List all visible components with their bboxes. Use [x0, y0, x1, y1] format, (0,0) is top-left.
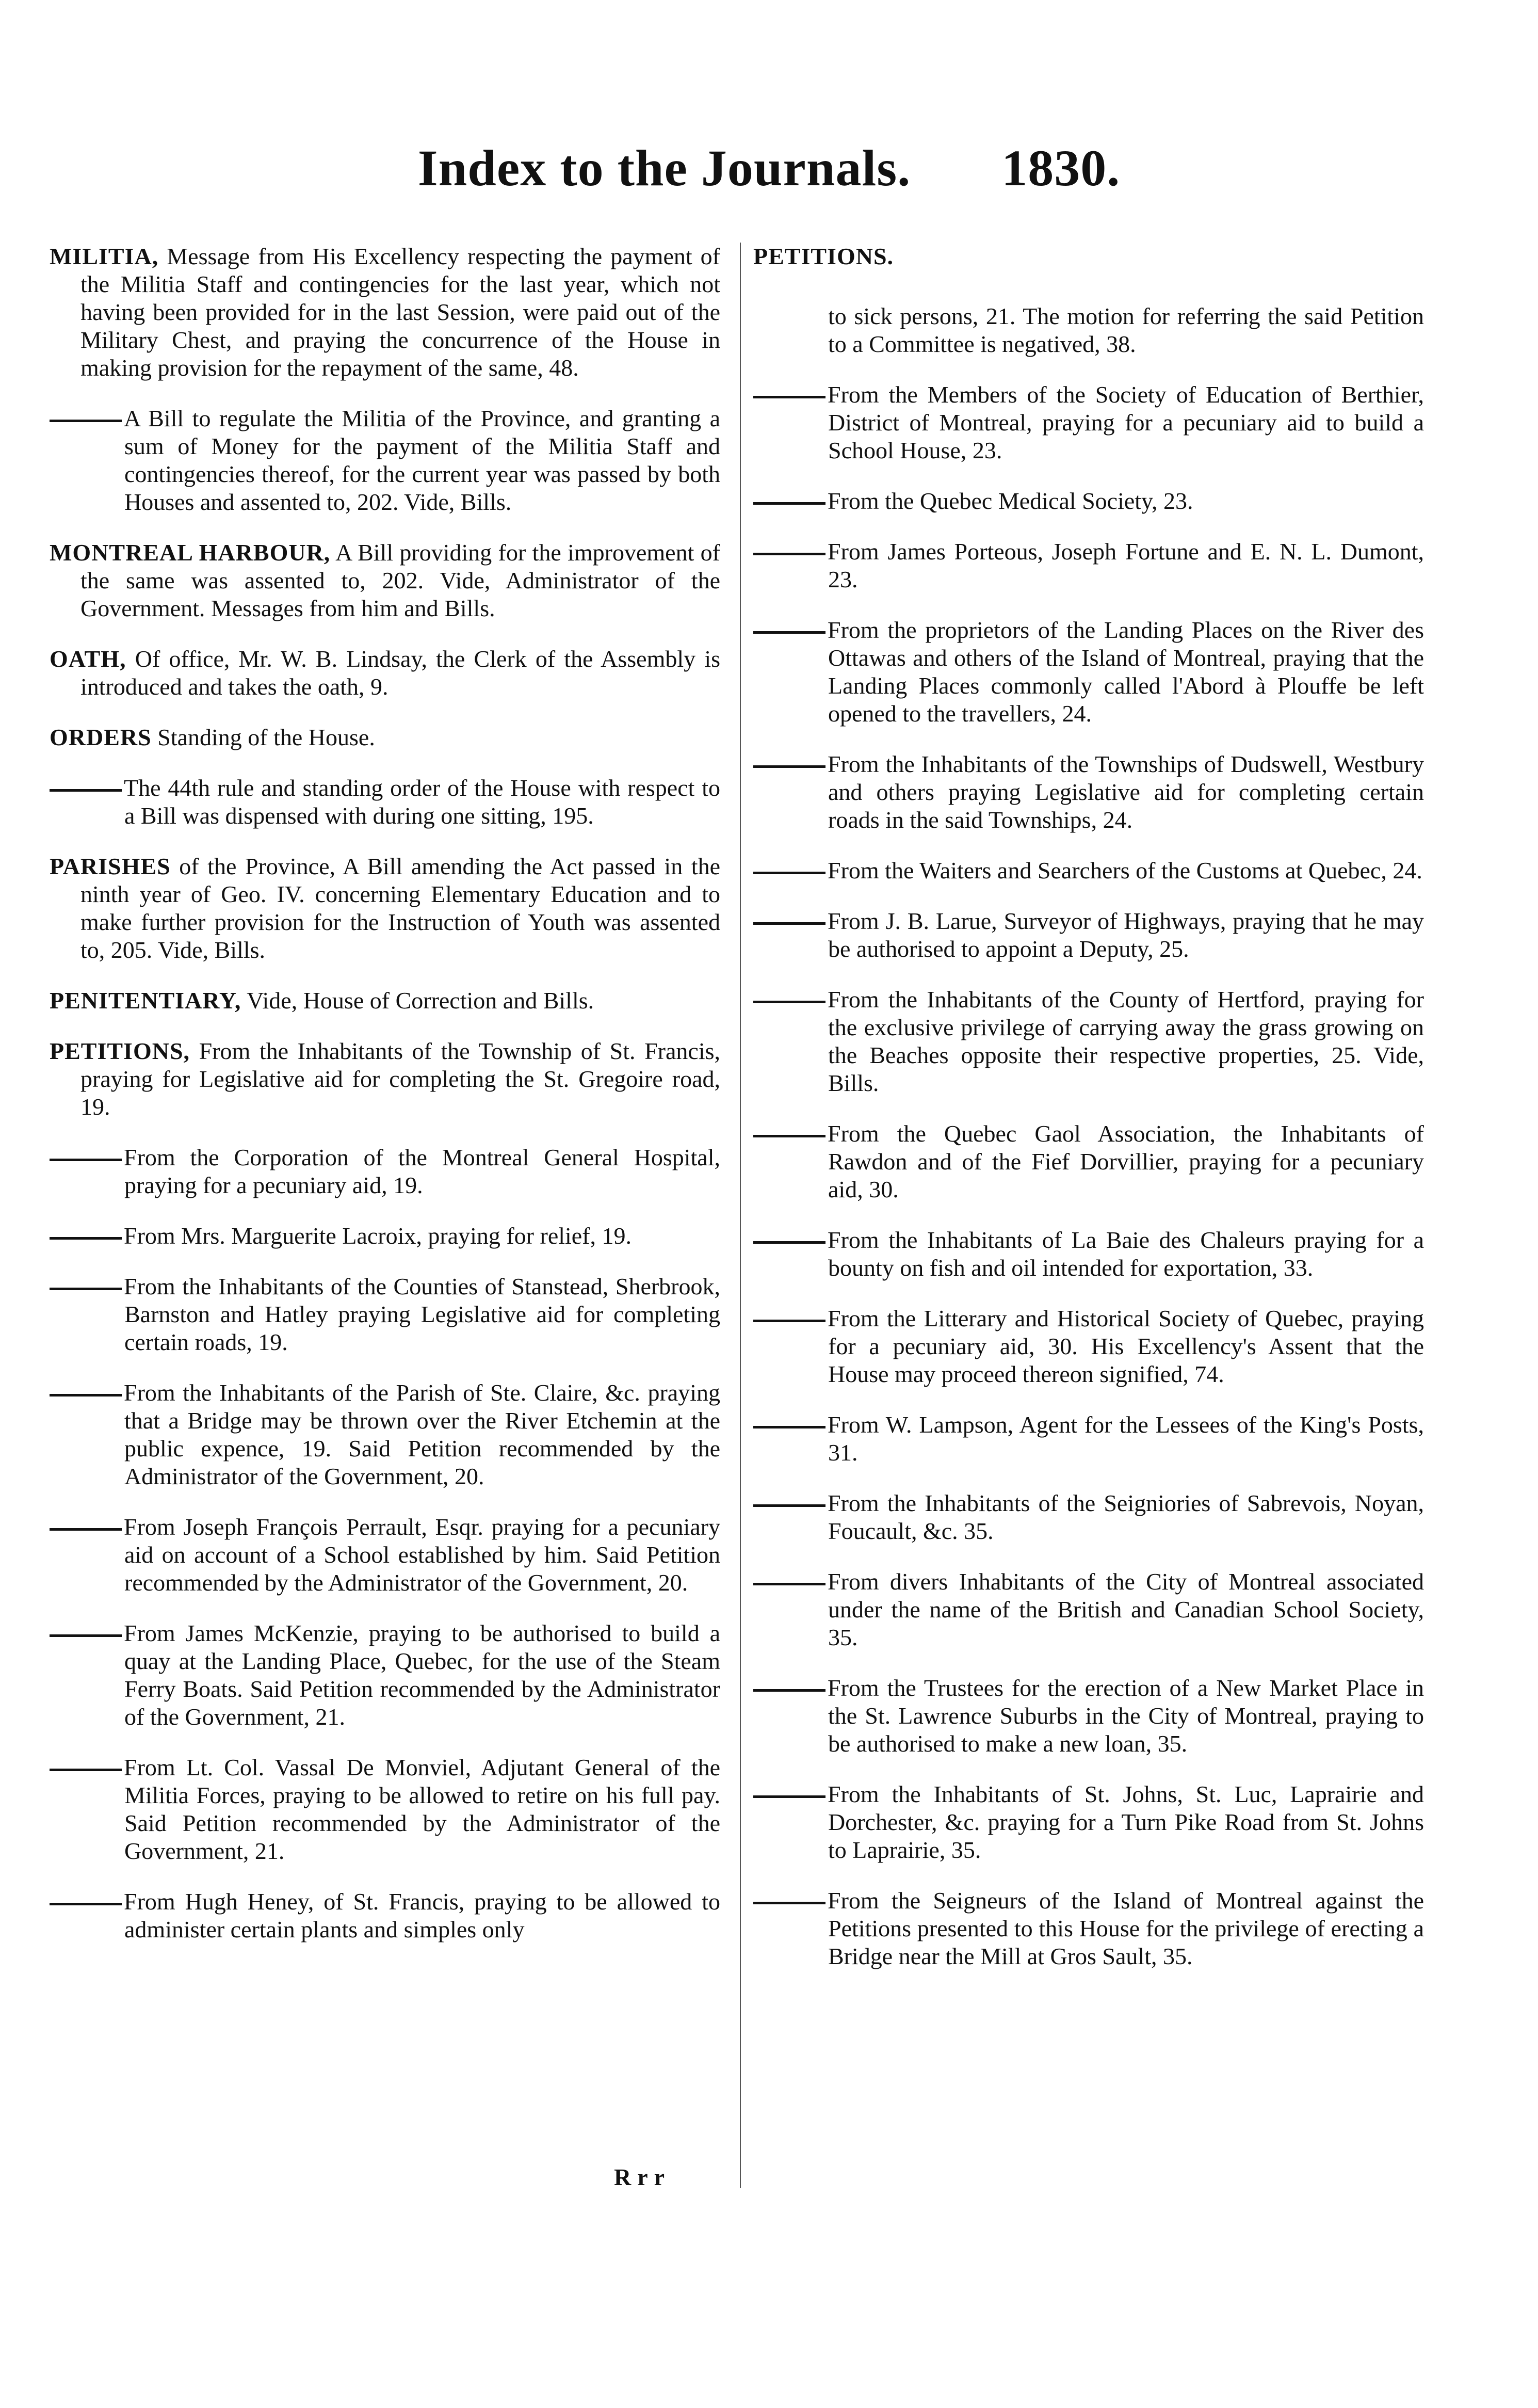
entry-text: From Joseph François Perrault, Esqr. praying for a pecuniary aid on account of a School established by him. Said Petition recommended by the Administrator of the Government, 20. [124, 1514, 720, 1596]
index-entry [753, 1411, 1424, 1467]
entry-text: From J. B. Larue, Surveyor of Highways, praying that he may be authorised to appoint a Deputy, 25. [828, 908, 1424, 962]
entry-text: Message from His Excellency respecting the payment of the Militia Staff and contingencies for the last year, which not having been provided for in the last Session, were paid out of the Military Chest, and praying the concurrence of the House in making provision for the repayment of the same, 48. [80, 243, 720, 381]
entry-text: Of office, Mr. W. B. Lindsay, the Clerk of the Assembly is introduced and takes the oath, 9. [80, 646, 721, 700]
index-entry [753, 1568, 1424, 1651]
index-entry [50, 539, 720, 622]
page-header [0, 138, 1538, 198]
entry-dash [50, 1528, 122, 1531]
index-entry [753, 907, 1424, 963]
entry-text: From Hugh Heney, of St. Francis, praying to be allowed to administer certain plants and simples only [124, 1888, 720, 1943]
entry-dash [753, 1583, 825, 1585]
entry-text: From the Inhabitants of the Parish of Ste. Claire, &c. praying that a Bridge may be thrown over the River Etchemin at the public expence, 19. Said Petition recommended by the Administrator of the Government, 20. [124, 1379, 720, 1489]
index-entry [50, 1144, 720, 1199]
entry-dash [753, 1689, 825, 1692]
index-entry [753, 1305, 1424, 1388]
index-entry [50, 1513, 720, 1597]
entry-dash [753, 396, 825, 398]
entry-text: From the Inhabitants of the County of Hertford, praying for the exclusive privilege of carrying away the grass growing on the Beaches opposite their respective properties, 25. Vide, Bills. [828, 986, 1424, 1096]
page-year: 1830. [1001, 139, 1121, 197]
entry-dash [753, 1001, 825, 1003]
index-entry [50, 1754, 720, 1865]
entry-text: From the Members of the Society of Education of Berthier, District of Montreal, praying for a pecuniary aid to build a School House, 23. [828, 381, 1424, 463]
entry-dash [753, 1902, 825, 1904]
entry-text: From the Inhabitants of the Townships of Dudswell, Westbury and others praying Legislative aid for completing certain roads in the said Townships, 24. [828, 751, 1424, 833]
entry-text: From Lt. Col. Vassal De Monviel, Adjutant General of the Militia Forces, praying to be allowed to retire on his full pay. Said Petition recommended by the Administrator of the Government, 21. [124, 1754, 720, 1864]
entry-text: From the Waiters and Searchers of the Customs at Quebec, 24. [828, 857, 1422, 884]
index-entry [50, 243, 720, 382]
entry-dash [753, 1795, 825, 1798]
entry-dash [50, 1769, 122, 1771]
entry-dash [753, 765, 825, 768]
entry-dash [753, 553, 825, 555]
entry-heading: MILITIA, [50, 243, 159, 269]
entry-dash [753, 1426, 825, 1428]
entry-heading: PENITENTIARY, [50, 987, 241, 1014]
entry-text: From the proprietors of the Landing Places on the River des Ottawas and others of the Island of Montreal, praying that the Landing Places commonly called l'Abord à Plouffe be left opened to the travellers, 24. [828, 617, 1424, 727]
entry-dash [753, 922, 825, 925]
right-column [753, 243, 1424, 1993]
entry-text: Vide, House of Correction and Bills. [247, 987, 594, 1014]
entry-dash [753, 1241, 825, 1244]
signature-mark: Rrr [614, 2164, 671, 2190]
index-entry [753, 538, 1424, 593]
entry-text: A Bill providing for the improvement of the same was assented to, 202. Vide, Administrator of the Government. Messages from him and Bills. [80, 539, 721, 621]
entry-text: From the Corporation of the Montreal General Hospital, praying for a pecuniary aid, 19. [124, 1144, 720, 1198]
entry-text: From W. Lampson, Agent for the Lessees of the King's Posts, 31. [828, 1411, 1424, 1466]
entry-text: A Bill to regulate the Militia of the Province, and granting a sum of Money for the payment of the Militia Staff and contingencies thereof, for the current year was passed by both Houses and assented to, 202. Vide, Bills. [124, 405, 720, 515]
entry-dash [50, 1903, 122, 1905]
left-column [50, 243, 720, 1966]
index-entry [753, 1489, 1424, 1545]
entry-heading: ORDERS [50, 724, 152, 750]
entry-text: The 44th rule and standing order of the House with respect to a Bill was dispensed with during one sitting, 195. [124, 775, 720, 829]
entry-text: From Mrs. Marguerite Lacroix, praying for relief, 19. [124, 1223, 632, 1249]
entry-dash [753, 1320, 825, 1322]
entry-text: From divers Inhabitants of the City of Montreal associated under the name of the British and Canadian School Society, 35. [828, 1568, 1424, 1650]
entry-text: From James Porteous, Joseph Fortune and E. N. L. Dumont, 23. [828, 538, 1424, 592]
entry-text: From the Inhabitants of the Township of St. Francis, praying for Legislative aid for completing the St. Gregoire road, 19. [80, 1038, 720, 1120]
entry-text: From the Trustees for the erection of a New Market Place in the St. Lawrence Suburbs in the City of Montreal, praying to be authorised to make a new loan, 35. [828, 1675, 1424, 1757]
entry-dash [50, 1634, 122, 1637]
entry-dash [50, 420, 122, 422]
index-entry [753, 986, 1424, 1097]
entry-dash [50, 1159, 122, 1161]
index-entry [753, 1226, 1424, 1282]
index-entry [50, 724, 720, 751]
entry-text: From the Quebec Gaol Association, the Inhabitants of Rawdon and of the Fief Dorvillier, praying for a pecuniary aid, 30. [828, 1120, 1424, 1202]
entry-dash [50, 1288, 122, 1290]
entry-dash [753, 1504, 825, 1507]
index-entry [753, 1120, 1424, 1203]
index-entry [50, 774, 720, 830]
index-entry [753, 243, 1424, 270]
index-entry [50, 1037, 720, 1121]
index-entry [50, 1888, 720, 1944]
index-entry [50, 405, 720, 516]
index-entry [753, 302, 1424, 358]
index-entry [50, 1222, 720, 1250]
entry-heading: PARISHES [50, 853, 171, 879]
entry-dash [753, 631, 825, 634]
entry-text: Standing of the House. [157, 724, 375, 750]
entry-text: From the Inhabitants of the Seigniories of Sabrevois, Noyan, Foucault, &c. 35. [828, 1490, 1424, 1544]
entry-heading: MONTREAL HARBOUR, [50, 539, 331, 566]
entry-heading: OATH, [50, 646, 126, 672]
index-entry [753, 1780, 1424, 1864]
index-entry [50, 1619, 720, 1731]
entry-text: to sick persons, 21. The motion for referring the said Petition to a Committee is negatived, 38. [828, 303, 1424, 357]
index-entry [753, 487, 1424, 515]
index-entry [753, 1887, 1424, 1970]
index-entry [753, 1674, 1424, 1758]
entry-text: From the Inhabitants of St. Johns, St. Luc, Laprairie and Dorchester, &c. praying for a Turn Pike Road from St. Johns to Laprairie, 35. [828, 1781, 1424, 1863]
entry-text: From the Litterary and Historical Society of Quebec, praying for a pecuniary aid, 30. His Excellency's Assent that the House may proceed thereon signified, 74. [828, 1305, 1424, 1387]
entry-dash [753, 502, 825, 505]
index-entry [50, 853, 720, 964]
index-entry [50, 1379, 720, 1490]
index-entry [50, 987, 720, 1015]
entry-dash [753, 872, 825, 874]
entry-dash [753, 1135, 825, 1137]
entry-text: From James McKenzie, praying to be authorised to build a quay at the Landing Place, Quebec, for the use of the Steam Ferry Boats. Said Petition recommended by the Administrator of the Government, 21. [124, 1620, 720, 1730]
column-heading: PETITIONS. [753, 243, 894, 269]
index-entry [753, 381, 1424, 464]
index-entry [50, 645, 720, 701]
entry-text: From the Inhabitants of La Baie des Chaleurs praying for a bounty on fish and oil intended for exportation, 33. [828, 1227, 1424, 1281]
index-entry [753, 616, 1424, 728]
entry-dash [50, 789, 122, 792]
page-title: Index to the Journals. [417, 139, 911, 197]
entry-text: From the Quebec Medical Society, 23. [828, 488, 1193, 514]
entry-dash [50, 1394, 122, 1396]
index-entry [753, 750, 1424, 834]
column-divider [740, 243, 741, 2188]
entry-text: of the Province, A Bill amending the Act passed in the ninth year of Geo. IV. concerning Elementary Education and to make further provision for the Instruction of Youth was assented to, 205. Vide, Bills. [80, 853, 720, 963]
entry-dash [50, 1237, 122, 1240]
entry-heading: PETITIONS, [50, 1038, 190, 1064]
entry-text: From the Inhabitants of the Counties of Stanstead, Sherbrook, Barnston and Hatley praying Legislative aid for completing certain roads, 19. [124, 1273, 720, 1355]
entry-text: From the Seigneurs of the Island of Montreal against the Petitions presented to this House for the privilege of erecting a Bridge near the Mill at Gros Sault, 35. [828, 1887, 1424, 1969]
index-entry [753, 857, 1424, 885]
index-entry [50, 1273, 720, 1356]
